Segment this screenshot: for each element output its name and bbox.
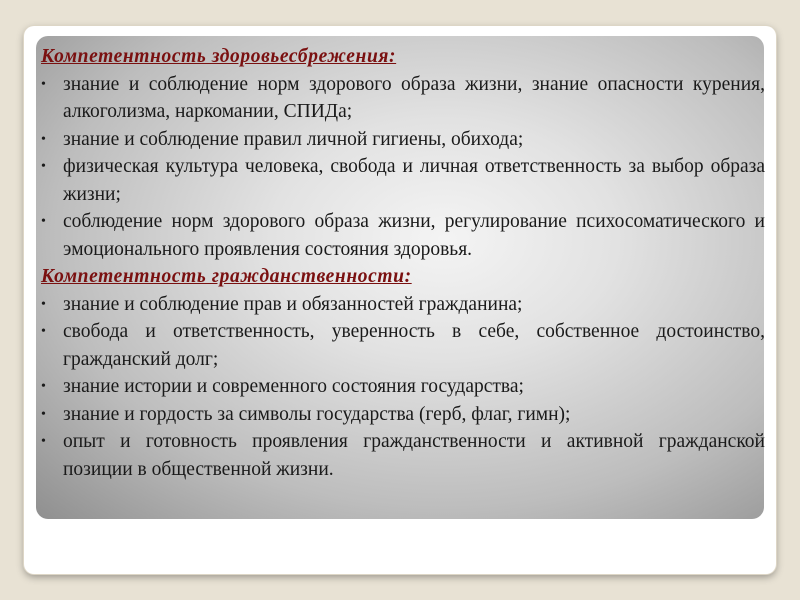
list-item-text: знание и соблюдение прав и обязанностей гражданина;: [63, 293, 523, 315]
bullet-icon: •: [41, 379, 46, 394]
list-item: [41, 71, 765, 126]
list-item-text: опыт и готовность проявления гражданственности и активной гражданской позиции в общественной жизни.: [63, 431, 765, 480]
section-heading-citizenship: Компетентность гражданственности:: [41, 266, 412, 287]
list-item: [41, 373, 765, 401]
list-item: [41, 153, 765, 208]
bullet-icon: •: [41, 324, 46, 339]
bullet-icon: •: [41, 296, 46, 312]
section-heading-health: Компетентность здоровьесбрежения:: [41, 46, 397, 67]
list-item-text: знание и соблюдение правил личной гигиены, обихода;: [63, 128, 524, 150]
list-item: [41, 126, 765, 154]
health-competence-list: [41, 71, 765, 264]
list-item-text: знание истории и современного состояния государства;: [63, 376, 524, 397]
list-item-text: физическая культура человека, свобода и личная ответственность за выбор образа жизни;: [63, 156, 765, 205]
slide-content: [41, 43, 765, 483]
bullet-icon: •: [41, 214, 46, 229]
bullet-icon: •: [41, 159, 46, 174]
list-item: [41, 428, 765, 483]
list-item: [41, 208, 765, 263]
list-item-text: соблюдение норм здорового образа жизни, регулирование психосоматического и эмоционального проявления состояния здоровья.: [63, 211, 765, 260]
list-item: [41, 401, 765, 429]
bullet-icon: •: [41, 76, 46, 92]
list-item-text: свобода и ответственность, уверенность в себе, собственное достоинство, гражданский долг;: [63, 321, 765, 370]
bullet-icon: •: [41, 131, 46, 147]
list-item: [41, 318, 765, 373]
citizenship-competence-list: [41, 291, 765, 484]
list-item-text: знание и гордость за символы государства (герб, флаг, гимн);: [63, 403, 571, 425]
bullet-icon: •: [41, 406, 46, 422]
list-item-text: знание и соблюдение норм здорового образа жизни, знание опасности курения, алкоголизма, наркомании, СПИДа;: [63, 73, 765, 122]
bullet-icon: •: [41, 434, 46, 449]
list-item: [41, 291, 765, 319]
